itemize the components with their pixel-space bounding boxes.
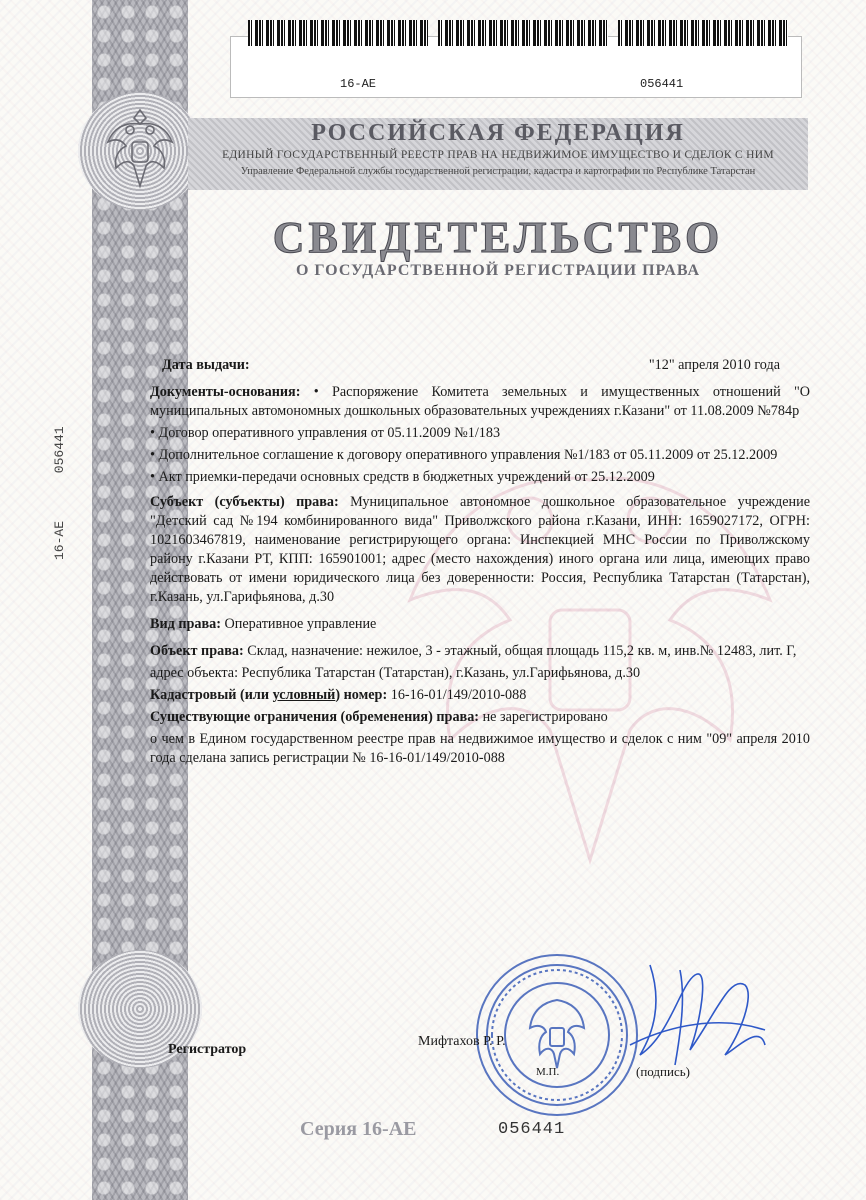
- object-paragraph: [150, 642, 810, 661]
- cadastral-paragraph: [150, 686, 810, 705]
- registration-record: о чем в Едином государственном реестре прав на недвижимое имущество и сделок с ним "09" апреля 2010 года сделана запись регистрации № 16-16-01/149/2010-088: [150, 731, 810, 766]
- certificate-body: [150, 356, 810, 771]
- registrar-name: Мифтахов Р. Р.: [418, 1034, 506, 1049]
- registrar-label: Регистратор: [168, 1042, 247, 1057]
- right-type-value: Оперативное управление: [221, 616, 377, 632]
- coat-of-arms-icon: [100, 102, 180, 192]
- cadastral-label-c: ) номер:: [335, 687, 388, 703]
- issue-date-row: [150, 356, 810, 375]
- country-title: РОССИЙСКАЯ ФЕДЕРАЦИЯ: [311, 120, 685, 146]
- registry-title: ЕДИНЫЙ ГОСУДАРСТВЕННЫЙ РЕЕСТР ПРАВ НА НЕДВИЖИМОЕ ИМУЩЕСТВО И СДЕЛОК С НИМ: [222, 149, 774, 161]
- documents-first: • Распоряжение Комитета земельных и имущественных отношений "О муниципальных автомономных дошкольных образовательных учреждениях г.Казани" от 11.08.2009 №784р: [150, 384, 810, 419]
- authority-title: Управление Федеральной службы государственной регистрации, кадастра и картографии по Республике Татарстан: [240, 166, 756, 177]
- documents-label: Документы-основания:: [150, 384, 301, 400]
- handwritten-signature-icon: [620, 955, 770, 1075]
- document-item: • Договор оперативного управления от 05.11.2009 №1/183: [150, 425, 501, 441]
- subject-paragraph: [150, 493, 810, 607]
- right-type-label: Вид права:: [150, 616, 221, 632]
- barcode-number-text: 056441: [640, 77, 684, 91]
- subject-value: Муниципальное автономное дошкольное образовательное учреждение "Детский сад №194 комбинированного вида" Приволжского района г.Казани, ИНН: 1659027172, ОГРН: 1021603467819, наименование регистрирующего органа: Инспекцией МНС России по Приволжскому району г.Казани РТ, КПП: 165901001; адрес (место нахождения) иного органа или лица, имеющих право действовать от имени юридического лица без доверенности: Россия, Республика Татарстан (Татарстан), г.Казань, ул.Гарифьянова, д.30: [150, 494, 810, 605]
- issue-date-label: Дата выдачи:: [162, 357, 250, 373]
- issue-date-value: "12" апреля 2010 года: [648, 357, 780, 373]
- documents-paragraph: [150, 383, 810, 421]
- side-serial-number: 16-AE 056441: [52, 426, 67, 560]
- restrictions-value: не зарегистрировано: [479, 709, 608, 725]
- barcode-left: [248, 20, 428, 46]
- object-value: Склад, назначение: нежилое, 3 - этажный, общая площадь 115,2 кв. м, инв.№ 12483, лит. Г,: [243, 643, 797, 659]
- series-label: Серия 16-АЕ: [300, 1118, 417, 1140]
- certificate-subtitle: О ГОСУДАРСТВЕННОЙ РЕГИСТРАЦИИ ПРАВА: [295, 262, 701, 279]
- seal-place-label: М.П.: [536, 1066, 560, 1078]
- document-item: • Акт приемки-передачи основных средств в бюджетных учреждений от 25.12.2009: [150, 469, 655, 485]
- restrictions-paragraph: [150, 708, 810, 727]
- document-item: • Дополнительное соглашение к договору оперативного управления №1/183 от 05.11.2009 от 25.12.2009: [150, 447, 778, 463]
- certificate-title: СВИДЕТЕЛЬСТВО: [272, 213, 724, 262]
- barcode-series-text: 16-AE: [340, 77, 377, 91]
- object-address: адрес объекта: Республика Татарстан (Татарстан), г.Казань, ул.Гарифьянова, д.30: [150, 665, 641, 681]
- cadastral-label-a: Кадастровый (или: [150, 687, 273, 703]
- subject-label: Субъект (субъекты) права:: [150, 494, 339, 510]
- series-number: 056441: [498, 1120, 566, 1139]
- barcode-middle: [438, 20, 608, 46]
- object-label: Объект права:: [150, 643, 244, 659]
- restrictions-label: Существующие ограничения (обременения) права:: [150, 709, 480, 725]
- signature-label: (подпись): [636, 1064, 690, 1079]
- barcode-right: [618, 20, 788, 46]
- right-type-paragraph: [150, 615, 810, 634]
- cadastral-label-b: условный: [272, 687, 336, 703]
- cadastral-value: 16-16-01/149/2010-088: [387, 687, 527, 703]
